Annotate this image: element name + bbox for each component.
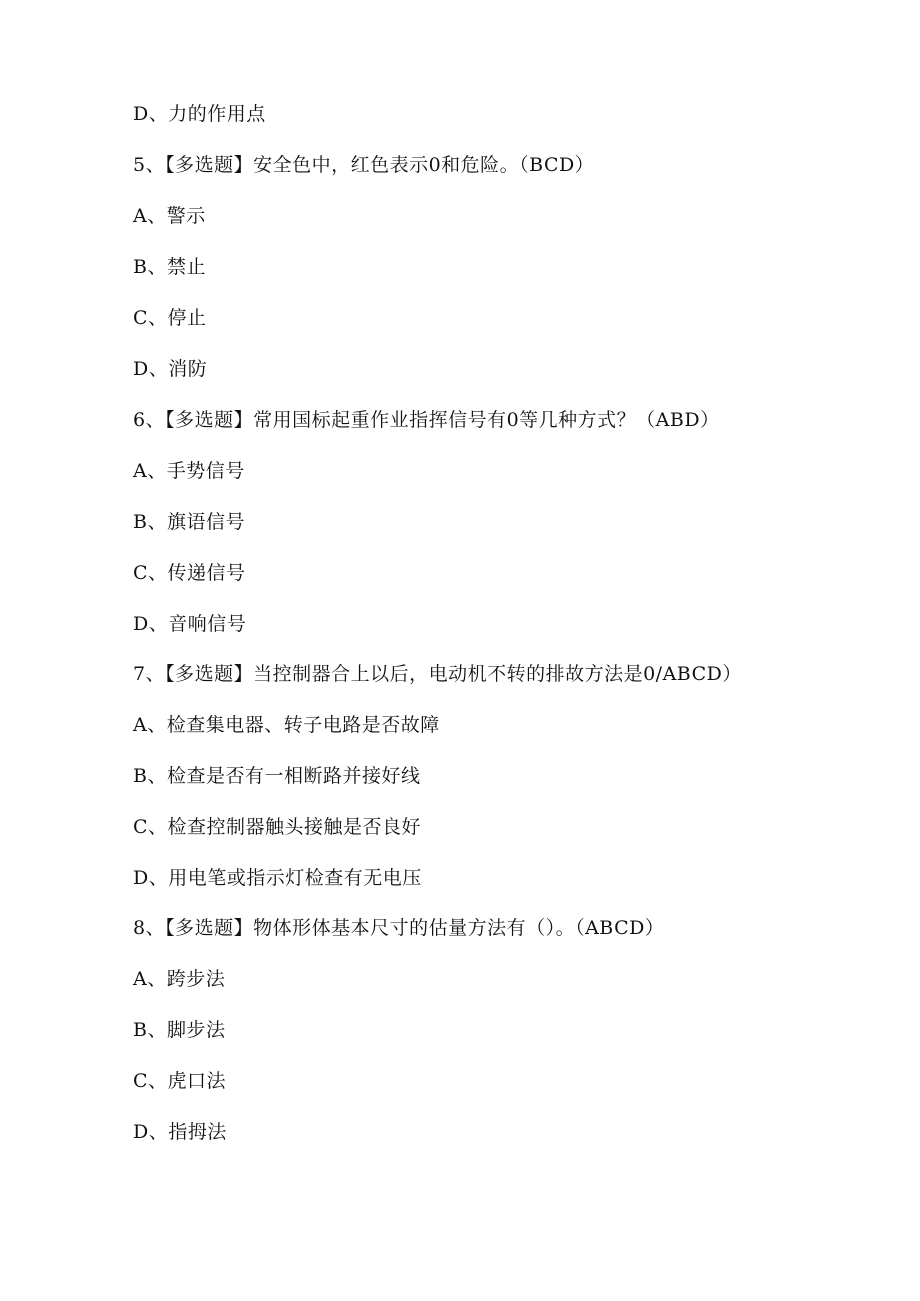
option-a-q5: A、警示 [133,205,206,227]
question-8: 8、【多选题】物体形体基本尺寸的估量方法有（）。（ABCD） [133,917,665,939]
option-b-q7: B、检查是否有一相断路并接好线 [133,765,421,787]
option-d-q7: D、用电笔或指示灯检查有无电压 [133,867,422,889]
option-b-q5: B、禁止 [133,256,206,278]
option-a-q8: A、跨步法 [133,968,226,990]
option-c-q6: C、传递信号 [133,562,246,584]
option-c-q7: C、检查控制器触头接触是否良好 [133,816,422,838]
option-d-q8: D、指拇法 [133,1121,227,1143]
option-c-q8: C、虎口法 [133,1070,227,1092]
option-a-q6: A、手势信号 [133,460,245,482]
option-d-q4: D、力的作用点 [133,103,266,125]
question-6: 6、【多选题】常用国标起重作业指挥信号有0等几种方式？（ABD） [133,409,720,431]
option-b-q6: B、旗语信号 [133,511,245,533]
question-7: 7、【多选题】当控制器合上以后，电动机不转的排故方法是0/ABCD） [133,663,742,685]
option-d-q6: D、音响信号 [133,613,247,635]
option-a-q7: A、检查集电器、转子电路是否故障 [133,714,440,736]
option-c-q5: C、停止 [133,307,207,329]
option-b-q8: B、脚步法 [133,1019,226,1041]
question-5: 5、【多选题】安全色中，红色表示0和危险。（BCD） [133,154,595,176]
option-d-q5: D、消防 [133,358,208,380]
